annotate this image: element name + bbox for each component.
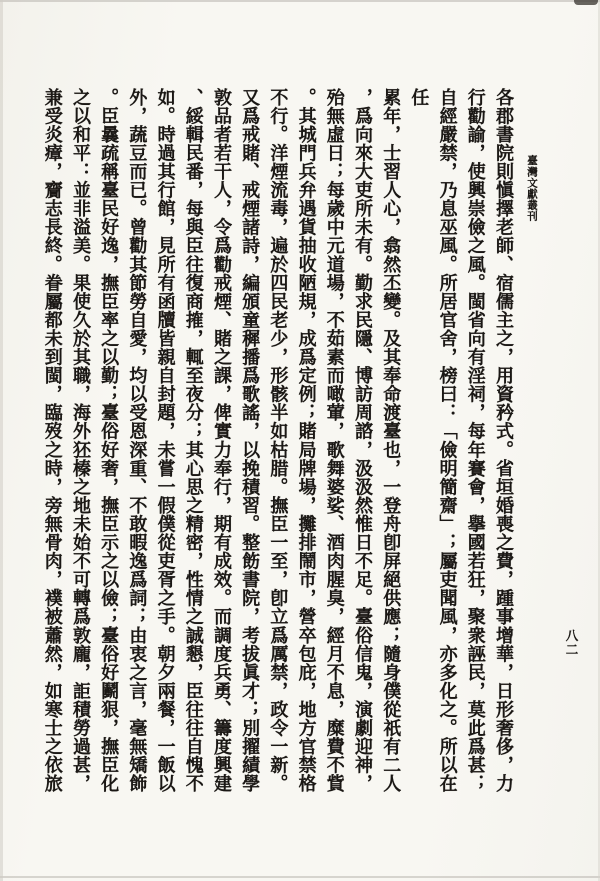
text-column: 外，蔬豆而已。曾勸其節勞自愛，均以受恩深重、不敢暇逸爲詞；由衷之言，毫無矯飾 [126,88,148,793]
scan-edge-bottom [0,876,600,878]
text-column: 累年，士習人心，翕然丕變。及其奉命渡臺也，一登舟卽屏絕供應；隨身僕從祇有二人 [380,88,402,793]
text-column: 殆無虛日；每歲中元道場，不茹素而噉葷，歌舞婆娑、酒肉腥臭，經月不息，糜費不貲 [323,88,345,793]
scan-edge-left [0,0,3,881]
text-column: 如。時過其行館，見所有函牘皆親自封題，未嘗一假僕從吏胥之手。朝夕兩餐，一飯以 [154,88,176,793]
scan-corner-mark [574,0,598,5]
scan-edge-top [0,0,600,2]
page-number: 八二 [564,629,579,658]
main-text [38,88,517,800]
text-column: 、綏輯民番，每與臣往復商搉，輒至夜分；其心思之精密，性情之誠懇，臣往往自愧不 [182,88,204,793]
text-column: 行勸諭，使興崇儉之風。閩省向有淫祠，每年賽會，擧國若狂，聚衆誣民，莫此爲甚； [464,88,486,793]
text-column: 敦品者若干人，令爲勸戒煙、賭之課，俾實力奉行，期有成效。而調度兵勇、籌度興建 [210,88,232,793]
text-column: 又爲戒賭、戒煙諸詩，編頒童穉播爲歌謠，以挽積習。整飭書院，考拔眞才；別擢績學 [239,88,261,793]
text-column: 兼受炎瘴，齎志長終。眷屬都未到閩，臨歿之時，旁無骨肉，襆被蕭然，如寒士之依旅 [41,88,63,793]
text-column: 各郡書院則愼擇老師、宿儒主之，用資矜式。省垣婚喪之費，踵事增華，日形奢侈，力 [493,88,514,793]
text-column: ，爲向來大吏所未有。勤求民隱、博訪周諮，汲汲然惟日不足。臺俗信鬼，演劇迎神， [351,88,373,793]
text-column: 。臣曩疏稱臺民好逸，撫臣率之以勤；臺俗好奢，撫臣示之以儉；臺俗好鬬狠，撫臣化 [98,88,120,793]
series-title: 臺灣文獻叢刊 [526,155,538,222]
text-column: 不行。洋煙流毒，遍於四民老少，形骸半如枯腊。撫臣一至，卽立爲厲禁，政令一新。 [267,88,289,793]
text-column: 自經嚴禁，乃息巫風。所居官舍，榜曰：「儉明簡齋」；屬吏聞風，亦多化之。所以在任 [408,88,458,793]
text-column: 之以和平：並非溢美。果使久於其職，海外狉榛之地未始不可轉爲敦龐，詎積勞過甚， [69,88,91,793]
text-column: 。其城門兵弁遇貨抽收陋規，成爲定例；賭局牌場，攤排鬧市，營卒包庇，地方官禁格 [295,88,317,793]
